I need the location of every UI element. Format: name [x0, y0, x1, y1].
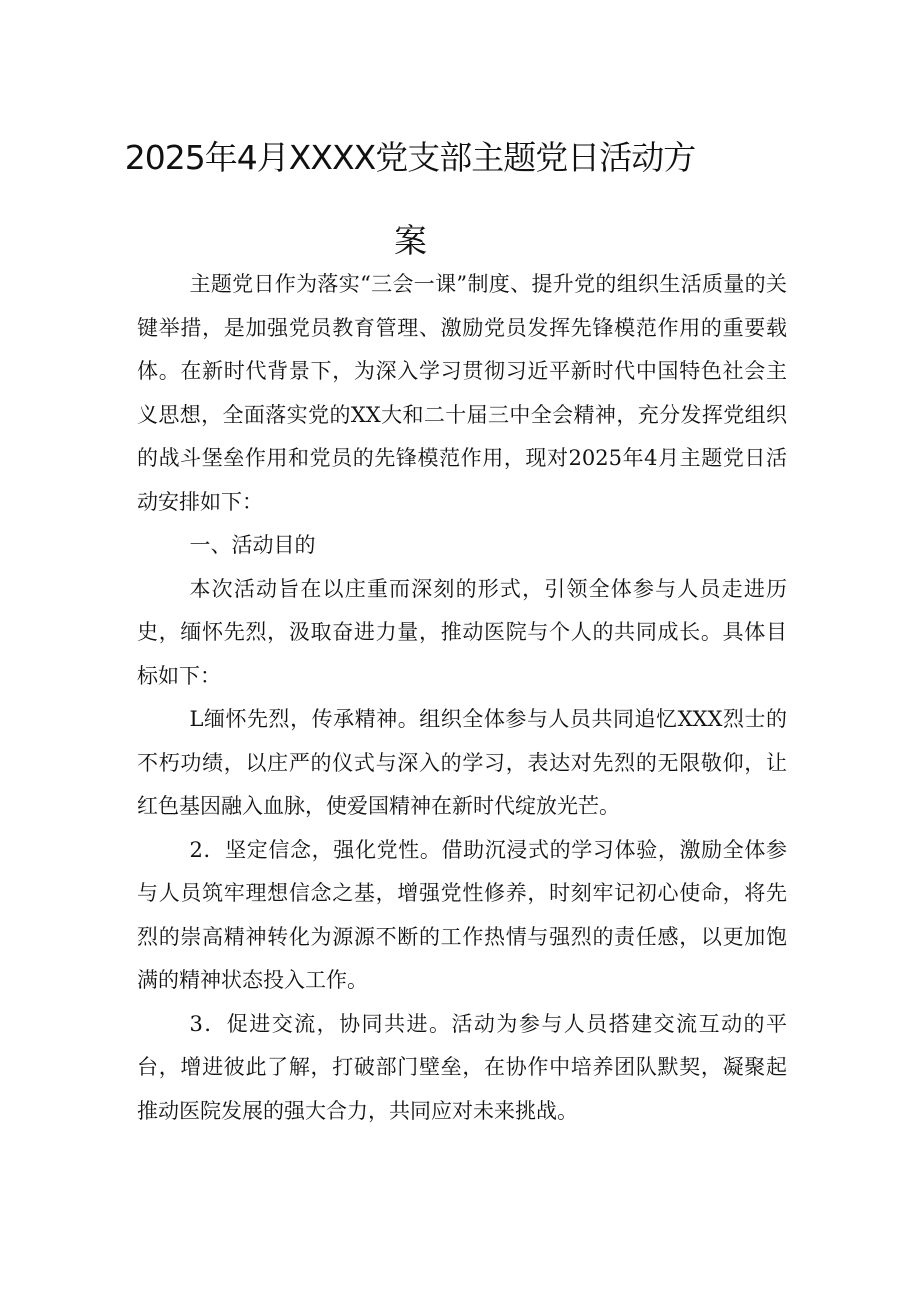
document-body — [137, 263, 787, 1133]
goal-item-2: 2．坚定信念，强化党性。借助沉浸式的学习体验，激励全体参与人员筑牢理想信念之基，增强党性修养，时刻牢记初心使命，将先烈的崇高精神转化为源源不断的工作热情与强烈的责任感，以更加饱满的精神状态投入工作。 — [137, 837, 787, 992]
document-title-line-2: 案 — [394, 221, 426, 260]
intro-paragraph: 主题党日作为落实“三会一课”制度、提升党的组织生活质量的关键举措，是加强党员教育管理、激励党员发挥先锋模范作用的重要载体。在新时代背景下，为深入学习贯彻习近平新时代中国特色社会主义思想，全面落实党的XX大和二十届三中全会精神，充分发挥党组织的战斗堡垒作用和党员的先锋模范作用，现对2025年4月主题党日活动安排如下： — [137, 272, 787, 514]
goal-item-3: 3．促进交流，协同共进。活动为参与人员搭建交流互动的平台，增进彼此了解，打破部门壁垒，在协作中培养团队默契，凝聚起推动医院发展的强大合力，共同应对未来挑战。 — [137, 1011, 787, 1123]
section-heading-activity-purpose: 一、活动目的 — [189, 533, 316, 557]
goal-item-1: L缅怀先烈，传承精神。组织全体参与人员共同追忆XXX烈士的不朽功绩，以庄严的仪式与深入的学习，表达对先烈的无限敬仰，让红色基因融入血脉，使爱国精神在新时代绽放光芒。 — [137, 707, 787, 818]
document-title-line-1: 2025年4月XXXX党支部主题党日活动方 — [124, 138, 696, 177]
purpose-paragraph: 本次活动旨在以庄重而深刻的形式，引领全体参与人员走进历史，缅怀先烈，汲取奋进力量，推动医院与个人的共同成长。具体目标如下： — [137, 576, 787, 688]
